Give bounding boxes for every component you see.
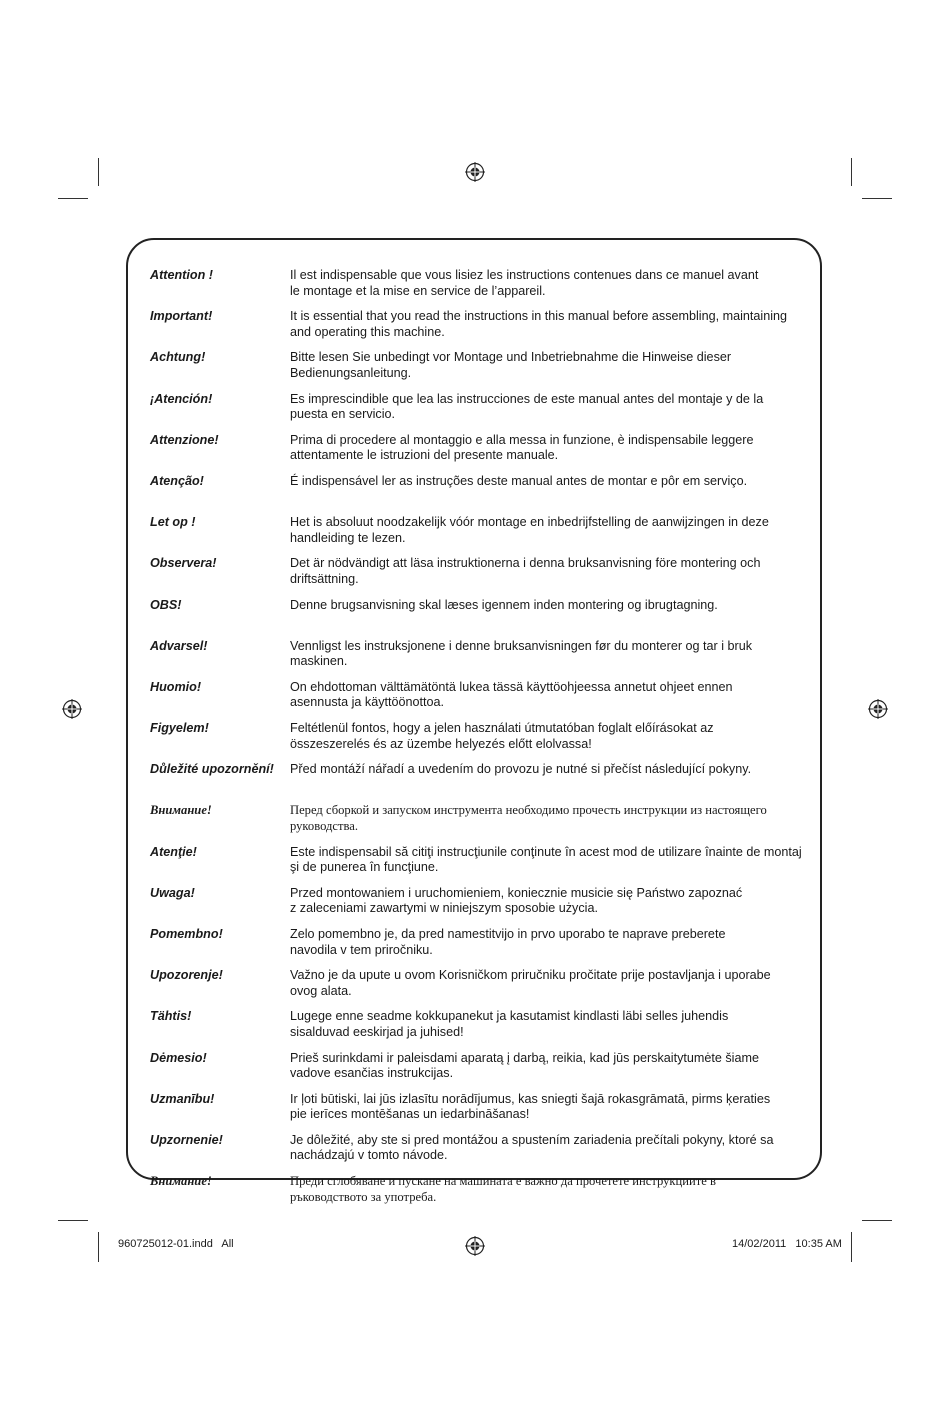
crop-mark: [58, 1220, 88, 1221]
warning-text: Преди сглобяване и пускане на машината е важно да прочетете инструкциите в ръководството за употреба.: [290, 1174, 716, 1204]
warning-text: It is essential that you read the instructions in this manual before assembling, maintaining and operating this machine.: [290, 309, 788, 339]
warning-entry: [150, 350, 822, 391]
crop-mark: [851, 1232, 852, 1262]
warning-text: Važno je da upute u ovom Korisničkom priručniku pročitate prije postavljanja i uporabe ovog alata.: [290, 968, 771, 998]
warning-label: Huomio!: [150, 679, 202, 694]
warning-label: Attenzione!: [150, 432, 219, 447]
crop-mark: [98, 1232, 99, 1262]
warning-text: Перед сборкой и запуском инструмента необходимо прочесть инструкции из настоящего руководства.: [290, 803, 767, 833]
warning-text: Je dôležité, aby ste si pred montážou a spustením zariadenia prečítali pokyny, ktoré sa nachádzajú v tomto návode.: [290, 1132, 774, 1163]
warning-entry: [150, 1009, 822, 1050]
crop-mark: [98, 158, 99, 186]
warning-list: [150, 268, 822, 1215]
warning-text: Prieš surinkdami ir paleisdami aparatą į darbą, reikia, kad jūs perskaitytumėte šiame vadove esančias instrukcijas.: [290, 1050, 759, 1081]
warning-label: Upozorenje!: [150, 968, 223, 983]
warning-entry: [150, 680, 822, 721]
crop-mark: [862, 1220, 892, 1221]
warning-text: Het is absoluut noodzakelijk vóór montage en inbedrijfstelling de aanwijzingen in deze handleiding te lezen.: [290, 515, 769, 545]
warning-text: É indispensável ler as instruções deste manual antes de montar e pôr em serviço.: [290, 473, 748, 488]
warning-entry: [150, 803, 822, 844]
warning-label: Внимание!: [150, 1174, 212, 1189]
warning-label: Внимание!: [150, 803, 212, 818]
warning-label: ¡Atención!: [150, 391, 213, 406]
warning-label: Atenção!: [150, 473, 204, 488]
warning-text: Il est indispensable que vous lisiez les instructions contenues dans ce manuel avant le montage et la mise en service de l’appareil.: [290, 268, 759, 298]
warning-entry: [150, 845, 822, 886]
warning-label: Achtung!: [150, 350, 206, 365]
footer-file-name: 960725012-01.indd All: [118, 1238, 234, 1250]
warning-entry: [150, 1133, 822, 1174]
registration-mark-icon: [465, 1236, 485, 1256]
warning-text: Denne brugsanvisning skal læses igennem inden montering og ibrugtagning.: [290, 597, 718, 612]
warning-label: Tähtis!: [150, 1009, 192, 1024]
warning-label: Attention !: [150, 268, 213, 282]
warning-label: Dėmesio!: [150, 1050, 207, 1065]
warning-text: Es imprescindible que lea las instrucciones de este manual antes del montaje y de la puesta en servicio.: [290, 391, 764, 422]
warning-text: Vennligst les instruksjonene i denne bruksanvisningen før du monterer og tar i bruk maskinen.: [290, 638, 753, 669]
warning-text: Feltétlenül fontos, hogy a jelen használati útmutatóban foglalt előírásokat az összeszerelés és az üzembe helyezés előtt elolvassa!: [290, 721, 714, 751]
warning-text: Prima di procedere al montaggio e alla messa in funzione, è indispensabile leggere attentamente le istruzioni del presente manuale.: [290, 432, 754, 463]
warning-text: Det är nödvändigt att läsa instruktionerna i denna bruksanvisning före montering och driftsättning.: [290, 556, 761, 586]
crop-mark: [851, 158, 852, 186]
warning-text: Este indispensabil să citiţi instrucţiunile conţinute în acest mod de utilizare înainte de montaj şi de punerea în funcţiune.: [290, 844, 802, 875]
warning-label: Upzornenie!: [150, 1132, 223, 1147]
warning-label: Figyelem!: [150, 721, 209, 736]
warning-entry: [150, 268, 822, 309]
warning-label: Important!: [150, 309, 213, 324]
warning-text: Ir ļoti būtiski, lai jūs izlasītu norādījumus, kas sniegti šajā rokasgrāmatā, pirms ķeraties pie ierīces montēšanas un iedarbināšanas!: [290, 1091, 771, 1122]
warning-label: Důležité upozornění!: [150, 762, 274, 777]
warning-label: Pomembno!: [150, 927, 223, 941]
warning-text: Przed montowaniem i uruchomieniem, koniecznie musicie się Państwo zapoznać z zaleceniami zawartymi w niniejszym sposobie użycia.: [290, 885, 743, 916]
warning-entry: [150, 598, 822, 639]
warning-text: Zelo pomembno je, da pred namestitvijo in prvo uporabo te naprave preberete navodila v tem priročniku.: [290, 927, 726, 957]
warning-label: Uzmanību!: [150, 1091, 215, 1106]
registration-mark-icon: [868, 699, 888, 719]
warning-text: On ehdottoman välttämätöntä lukea tässä käyttöohjeessa annetut ohjeet ennen asennusta ja käyttöönottoa.: [290, 679, 733, 710]
warning-text: Lugege enne seadme kokkupanekut ja kasutamist kindlasti läbi selles juhendis sisalduvad eeskirjad ja juhised!: [290, 1009, 729, 1039]
warning-label: Atenţie!: [150, 844, 197, 859]
crop-mark: [58, 198, 88, 199]
warning-label: Advarsel!: [150, 638, 208, 653]
warning-entry: [150, 392, 822, 433]
warning-entry: [150, 721, 822, 762]
warning-text: Bitte lesen Sie unbedingt vor Montage und Inbetriebnahme die Hinweise dieser Bedienungsanleitung.: [290, 350, 732, 380]
warning-entry: [150, 1174, 822, 1215]
footer-datetime: 14/02/2011 10:35 AM: [732, 1238, 842, 1250]
warning-entry: [150, 309, 822, 350]
warning-entry: [150, 556, 822, 597]
warning-label: Let op !: [150, 515, 196, 530]
warning-entry: [150, 762, 822, 803]
warning-text: Před montáží nářadí a uvedením do provozu je nutné si přečíst následující pokyny.: [290, 762, 752, 777]
warning-label: Uwaga!: [150, 885, 195, 900]
registration-mark-icon: [465, 162, 485, 182]
warning-entry: [150, 515, 822, 556]
warning-label: Observera!: [150, 556, 217, 571]
warning-entry: [150, 1092, 822, 1133]
warning-entry: [150, 1051, 822, 1092]
warning-entry: [150, 433, 822, 474]
crop-mark: [862, 198, 892, 199]
warning-entry: [150, 639, 822, 680]
registration-mark-icon: [62, 699, 82, 719]
warning-entry: [150, 927, 822, 968]
warning-entry: [150, 886, 822, 927]
warning-label: OBS!: [150, 597, 182, 612]
warning-entry: [150, 968, 822, 1009]
warning-entry: [150, 474, 822, 515]
